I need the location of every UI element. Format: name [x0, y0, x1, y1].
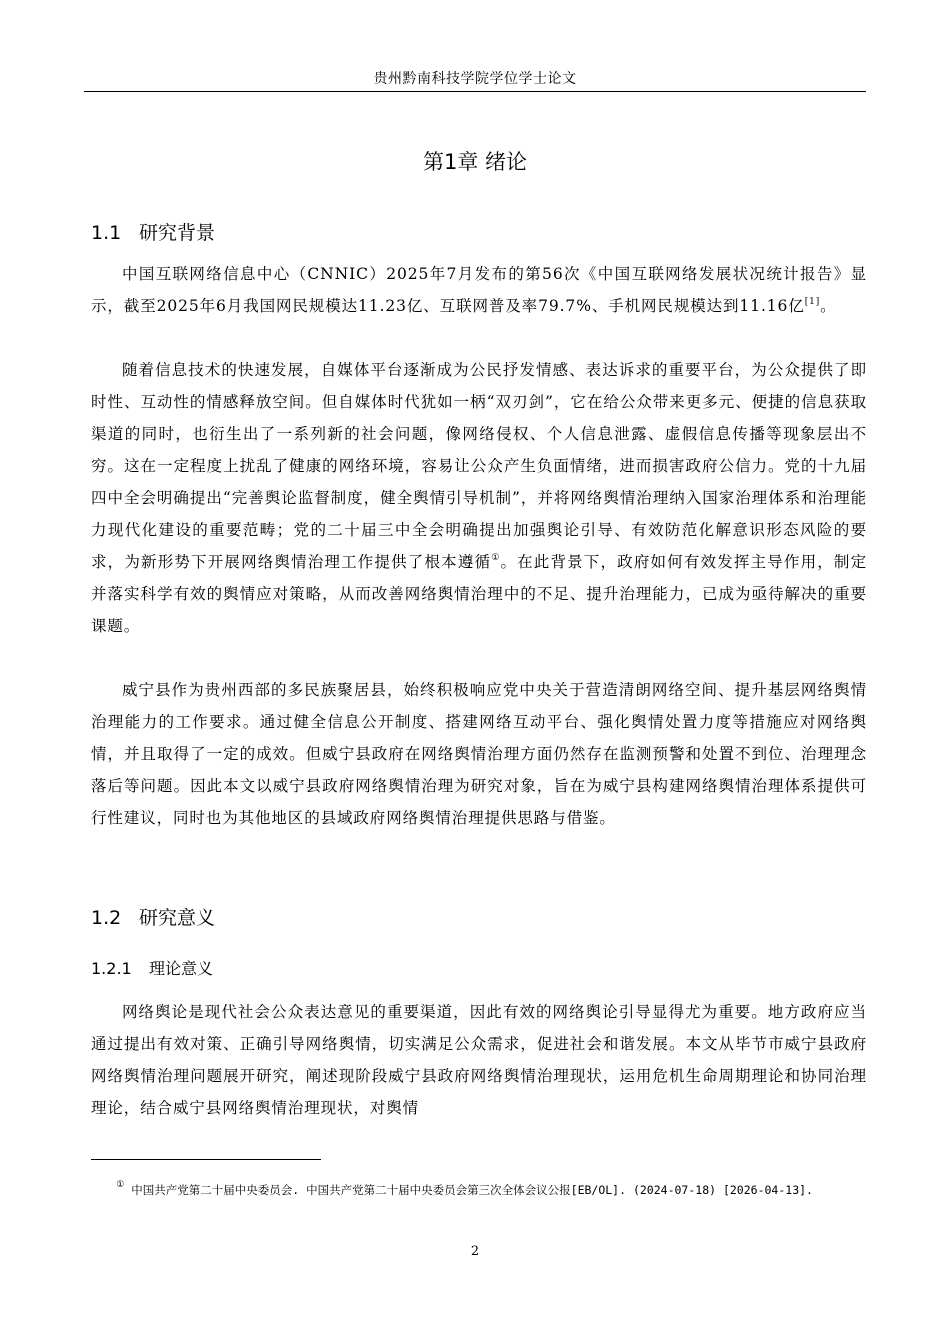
paragraph-cnnic-report — [91, 258, 867, 322]
section-number: 1.1 — [91, 222, 122, 244]
section-title: 研究背景 — [139, 222, 216, 244]
section-heading-1-1 — [91, 219, 215, 247]
subsection-heading-1-2-1 — [91, 957, 213, 981]
section-title: 研究意义 — [139, 907, 216, 929]
citation-ref[interactable]: [1] — [804, 297, 821, 307]
footnote-text: 中国共产党第二十届中央委员会. 中国共产党第二十届中央委员会第三次全体会议公报[EB/OL]. (2024-07-18) [2026-04-13]. — [124, 1183, 813, 1197]
page-header — [84, 68, 866, 92]
footnote-ref[interactable]: ① — [491, 553, 501, 563]
section-number: 1.2 — [91, 907, 122, 929]
section-heading-1-2 — [91, 904, 215, 932]
paragraph-text: 随着信息技术的快速发展，自媒体平台逐渐成为公民抒发情感、表达诉求的重要平台，为公众提供了即时性、互动性的情感释放空间。但自媒体时代犹如一柄“双刃剑”，它在给公众带来更多元、便捷的信息获取渠道的同时，也衍生出了一系列新的社会问题，像网络侵权、个人信息泄露、虚假信息传播等现象层出不穷。这在一定程度上扰乱了健康的网络环境，容易让公众产生负面情绪，进而损害政府公信力。党的十九届四中全会明确提出“完善舆论监督制度，健全舆情引导机制”，并将网络舆情治理纳入国家治理体系和治理能力现代化建设的重要范畴；党的二十届三中全会明确提出加强舆论引导、有效防范化解意识形态风险的要求，为新形势下开展网络舆情治理工作提供了根本遵循 — [91, 361, 867, 571]
header-title: 贵州黔南科技学院学位学士论文 — [373, 71, 577, 87]
paragraph-text: 中国互联网络信息中心（CNNIC）2025年7月发布的第56次《中国互联网络发展状况统计报告》显示，截至2025年6月我国网民规模达11.23亿、互联网普及率79.7%、手机网民规模达到11.16亿 — [91, 265, 867, 315]
footnote-separator — [91, 1159, 321, 1160]
paragraph-weining-county: 威宁县作为贵州西部的多民族聚居县，始终积极响应党中央关于营造清朗网络空间、提升基层网络舆情治理能力的工作要求。通过健全信息公开制度、搭建网络互动平台、强化舆情处置力度等措施应对网络舆情，并且取得了一定的成效。但威宁县政府在网络舆情治理方面仍然存在监测预警和处置不到位、治理理念落后等问题。因此本文以威宁县政府网络舆情治理为研究对象，旨在为威宁县构建网络舆情治理体系提供可行性建议，同时也为其他地区的县域政府网络舆情治理提供思路与借鉴。 — [91, 681, 867, 827]
paragraph-text-end: 。 — [820, 297, 837, 315]
footnote — [91, 1176, 851, 1204]
footnote-marker: ① — [116, 1180, 125, 1190]
subsection-title: 理论意义 — [149, 959, 214, 978]
paragraph-text-tail: 。在此背景下，政府如何有效发挥主导作用，制定并落实科学有效的舆情应对策略，从而改善网络舆情治理中的不足、提升治理能力，已成为亟待解决的重要课题。 — [91, 553, 867, 635]
paragraph-theoretical-significance: 网络舆论是现代社会公众表达意见的重要渠道，因此有效的网络舆论引导显得尤为重要。地方政府应当通过提出有效对策、正确引导网络舆情，切实满足公众需求，促进社会和谐发展。本文从毕节市威宁县政府网络舆情治理问题展开研究，阐述现阶段威宁县政府网络舆情治理现状，运用危机生命周期理论和协同治理理论，结合威宁县网络舆情治理现状，对舆情 — [91, 1003, 867, 1117]
chapter-title: 第1章 绪论 — [422, 150, 528, 174]
page-number: 2 — [470, 1244, 480, 1259]
paragraph-media-background — [91, 354, 867, 642]
subsection-number: 1.2.1 — [91, 959, 132, 978]
